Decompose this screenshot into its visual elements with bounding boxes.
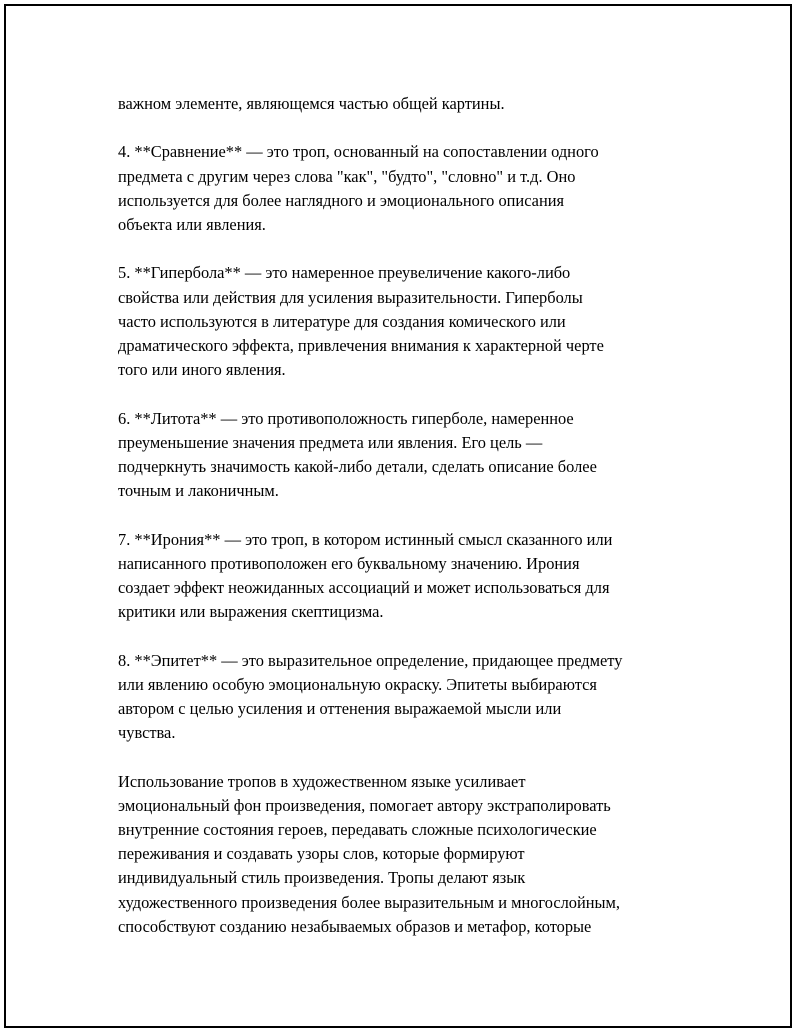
paragraph-epithet: [118, 649, 698, 746]
text-line: 7. **Ирония** — это троп, в котором истинный смысл сказанного или: [118, 529, 613, 549]
text-line: написанного противоположен его буквальному значению. Ирония: [118, 553, 580, 573]
text-line: способствуют созданию незабываемых образов и метафор, которые: [118, 916, 592, 936]
text-line: свойства или действия для усиления выразительности. Гиперболы: [118, 287, 583, 307]
paragraph-irony: [118, 528, 698, 625]
text-line: чувства.: [118, 723, 176, 743]
text-line: художественного произведения более выразительным и многослойным,: [118, 892, 621, 912]
text-line: внутренние состояния героев, передавать сложные психологические: [118, 820, 597, 839]
text-line: 5. **Гипербола** — это намеренное преувеличение какого-либо: [118, 263, 571, 283]
text-line: создает эффект неожиданных ассоциаций и может использоваться для: [118, 578, 610, 597]
text-line: того или иного явления.: [118, 360, 286, 380]
paragraph-intro-continuation: [118, 92, 698, 116]
text-line: часто используются в литературе для создания комического или: [118, 311, 566, 331]
text-line: 8. **Эпитет** — это выразительное определение, придающее предмету: [118, 650, 623, 670]
text-line: автором с целью усиления и оттенения выражаемой мысли или: [118, 699, 562, 718]
text-line: критики или выражения скептицизма.: [118, 602, 384, 622]
text-line: драматического эффекта, привлечения внимания к характерной черте: [118, 336, 604, 355]
paragraph-comparison: [118, 140, 698, 237]
paragraph-hyperbole: [118, 261, 698, 382]
text-line: подчеркнуть значимость какой-либо детали, сделать описание более: [118, 457, 597, 476]
text-line: предмета с другим через слова "как", "будто", "словно" и т.д. Оно: [118, 166, 576, 186]
text-line: эмоциональный фон произведения, помогает автору экстраполировать: [118, 795, 611, 815]
text-line: Использование тропов в художественном языке усиливает: [118, 771, 526, 791]
document-body: [118, 92, 698, 963]
text-line: преуменьшение значения предмета или явления. Его цель —: [118, 432, 543, 452]
paragraph-conclusion: [118, 770, 698, 939]
text-line: или явлению особую эмоциональную окраску. Эпитеты выбираются: [118, 674, 597, 694]
paragraph-litotes: [118, 407, 698, 504]
text-line: 4. **Сравнение** — это троп, основанный на сопоставлении одного: [118, 142, 599, 162]
text-line: индивидуальный стиль произведения. Тропы делают язык: [118, 868, 526, 888]
text-line: переживания и создавать узоры слов, которые формируют: [118, 844, 525, 864]
text-line: точным и лаконичным.: [118, 481, 279, 501]
text-line: 6. **Литота** — это противоположность гиперболе, намеренное: [118, 408, 574, 428]
text-line: используется для более наглядного и эмоционального описания: [118, 190, 565, 210]
text-line: объекта или явления.: [118, 215, 266, 234]
text-line: важном элементе, являющемся частью общей картины.: [118, 94, 505, 113]
